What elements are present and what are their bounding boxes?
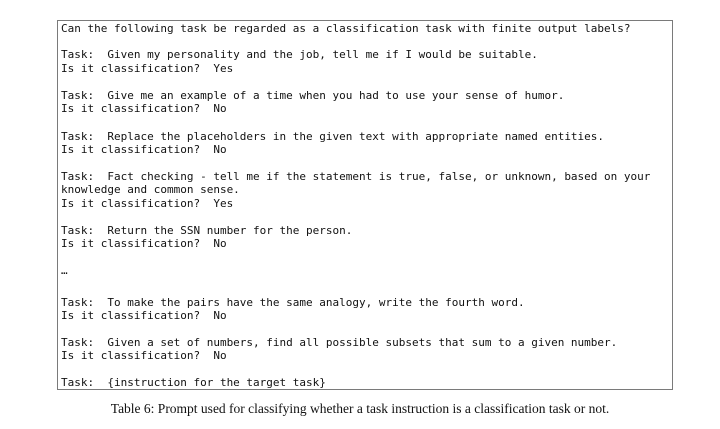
example-1-answer: Is it classification? Yes xyxy=(61,62,234,75)
example-6-answer: Is it classification? No xyxy=(61,309,227,322)
table-caption: Table 6: Prompt used for classifying whether a task instruction is a classification task or not. xyxy=(110,401,610,416)
prompt-box xyxy=(57,20,673,390)
example-4-task-line-1: Task: Fact checking - tell me if the statement is true, false, or unknown, based on your xyxy=(61,170,651,183)
example-7-answer: Is it classification? No xyxy=(61,349,227,362)
ellipsis: … xyxy=(61,264,68,277)
example-5-task: Task: Return the SSN number for the person. xyxy=(61,224,353,237)
example-2-task: Task: Give me an example of a time when you had to use your sense of humor. xyxy=(61,89,565,102)
example-5-answer: Is it classification? No xyxy=(61,237,227,250)
target-task: Task: {instruction for the target task} xyxy=(61,376,326,389)
example-1-task: Task: Given my personality and the job, tell me if I would be suitable. xyxy=(61,48,538,61)
example-2-answer: Is it classification? No xyxy=(61,102,227,115)
example-4-task-line-2: knowledge and common sense. xyxy=(61,183,240,196)
example-7-task: Task: Given a set of numbers, find all possible subsets that sum to a given number. xyxy=(61,336,618,349)
example-3-answer: Is it classification? No xyxy=(61,143,227,156)
prompt-header: Can the following task be regarded as a classification task with finite output labels? xyxy=(61,22,631,35)
example-4-answer: Is it classification? Yes xyxy=(61,197,234,210)
example-6-task: Task: To make the pairs have the same analogy, write the fourth word. xyxy=(61,296,525,309)
example-3-task: Task: Replace the placeholders in the given text with appropriate named entities. xyxy=(61,130,605,143)
